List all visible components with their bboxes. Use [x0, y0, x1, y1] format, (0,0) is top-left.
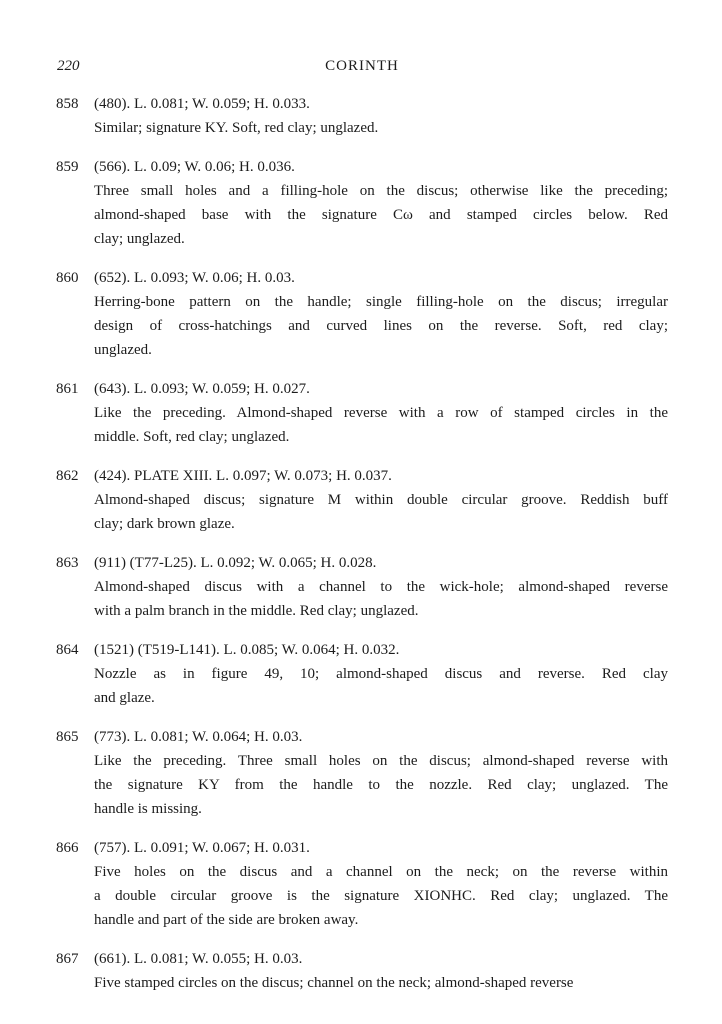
entry-description — [94, 290, 668, 362]
entry-heading-line — [56, 464, 668, 488]
description-line: with a palm branch in the middle. Red clay; unglazed. — [94, 603, 419, 619]
entry-number: 860 — [56, 270, 79, 286]
description-line: Five stamped circles on the discus; channel on the neck; almond-shaped reverse — [94, 975, 574, 991]
entry-number: 866 — [56, 840, 79, 856]
description-line: handle and part of the side are broken away. — [94, 912, 359, 928]
description-line: Herring-bone pattern on the handle; single filling-hole on the discus; irregular — [94, 294, 668, 310]
entry-measurements: (566). L. 0.09; W. 0.06; H. 0.036. — [94, 159, 295, 175]
entry-description — [94, 662, 668, 710]
page-number: 220 — [57, 58, 80, 74]
description-line: clay; unglazed. — [94, 231, 185, 247]
entry-description — [94, 971, 668, 995]
entry-description — [94, 179, 668, 251]
description-line: Nozzle as in figure 49, 10; almond-shaped discus and reverse. Red clay — [94, 666, 668, 682]
entry-heading-line — [56, 947, 668, 971]
catalogue-entry — [56, 638, 668, 710]
entry-description — [94, 116, 668, 140]
description-line: almond-shaped base with the signature Cω and stamped circles below. Red — [94, 207, 668, 223]
entry-heading-line — [56, 638, 668, 662]
entry-heading-line — [56, 266, 668, 290]
description-line: middle. Soft, red clay; unglazed. — [94, 429, 290, 445]
entry-number: 863 — [56, 555, 79, 571]
description-line: a double circular groove is the signature XIONHC. Red clay; unglazed. The — [94, 888, 668, 904]
description-line: Almond-shaped discus; signature M within double circular groove. Reddish buff — [94, 492, 668, 508]
entry-measurements: (911) (T77-L25). L. 0.092; W. 0.065; H. 0.028. — [94, 555, 377, 571]
entry-heading-line — [56, 836, 668, 860]
entry-number: 858 — [56, 96, 79, 112]
description-line: handle is missing. — [94, 801, 202, 817]
description-line: Three small holes and a filling-hole on the discus; otherwise like the preceding; — [94, 183, 668, 199]
description-line: Similar; signature KY. Soft, red clay; unglazed. — [94, 120, 379, 136]
entry-measurements: (1521) (T519-L141). L. 0.085; W. 0.064; H. 0.032. — [94, 642, 400, 658]
entry-heading-line — [56, 725, 668, 749]
entry-number: 867 — [56, 951, 79, 967]
entry-measurements: (757). L. 0.091; W. 0.067; H. 0.031. — [94, 840, 310, 856]
entry-measurements: (773). L. 0.081; W. 0.064; H. 0.03. — [94, 729, 303, 745]
catalogue-entry — [56, 92, 668, 140]
description-line: and glaze. — [94, 690, 155, 706]
entry-number: 861 — [56, 381, 79, 397]
entry-description — [94, 488, 668, 536]
journal-title: CORINTH — [325, 58, 399, 74]
running-head — [57, 55, 667, 77]
entry-heading-line — [56, 155, 668, 179]
entry-measurements: (652). L. 0.093; W. 0.06; H. 0.03. — [94, 270, 295, 286]
description-line: Five holes on the discus and a channel on the neck; on the reverse within — [94, 864, 668, 880]
entry-number: 859 — [56, 159, 79, 175]
entry-number: 862 — [56, 468, 79, 484]
catalogue-entries — [56, 92, 668, 1010]
entry-number: 865 — [56, 729, 79, 745]
description-line: Like the preceding. Three small holes on the discus; almond-shaped reverse with — [94, 753, 668, 769]
catalogue-entry — [56, 725, 668, 821]
catalogue-entry — [56, 464, 668, 536]
entry-heading-line — [56, 551, 668, 575]
entry-heading-line — [56, 92, 668, 116]
catalogue-entry — [56, 155, 668, 251]
entry-heading-line — [56, 377, 668, 401]
entry-description — [94, 575, 668, 623]
entry-measurements: (643). L. 0.093; W. 0.059; H. 0.027. — [94, 381, 310, 397]
catalogue-entry — [56, 836, 668, 932]
entry-description — [94, 860, 668, 932]
entry-measurements: (661). L. 0.081; W. 0.055; H. 0.03. — [94, 951, 303, 967]
catalogue-entry — [56, 266, 668, 362]
entry-number: 864 — [56, 642, 79, 658]
entry-measurements: (480). L. 0.081; W. 0.059; H. 0.033. — [94, 96, 310, 112]
description-line: design of cross-hatchings and curved lines on the reverse. Soft, red clay; — [94, 318, 668, 334]
description-line: clay; dark brown glaze. — [94, 516, 235, 532]
description-line: unglazed. — [94, 342, 152, 358]
catalogue-entry — [56, 377, 668, 449]
entry-description — [94, 749, 668, 821]
catalogue-entry — [56, 551, 668, 623]
catalogue-entry — [56, 947, 668, 995]
description-line: the signature KY from the handle to the nozzle. Red clay; unglazed. The — [94, 777, 668, 793]
description-line: Like the preceding. Almond-shaped reverse with a row of stamped circles in the — [94, 405, 668, 421]
description-line: Almond-shaped discus with a channel to the wick-hole; almond-shaped reverse — [94, 579, 668, 595]
entry-description — [94, 401, 668, 449]
entry-measurements: (424). PLATE XIII. L. 0.097; W. 0.073; H. 0.037. — [94, 468, 392, 484]
